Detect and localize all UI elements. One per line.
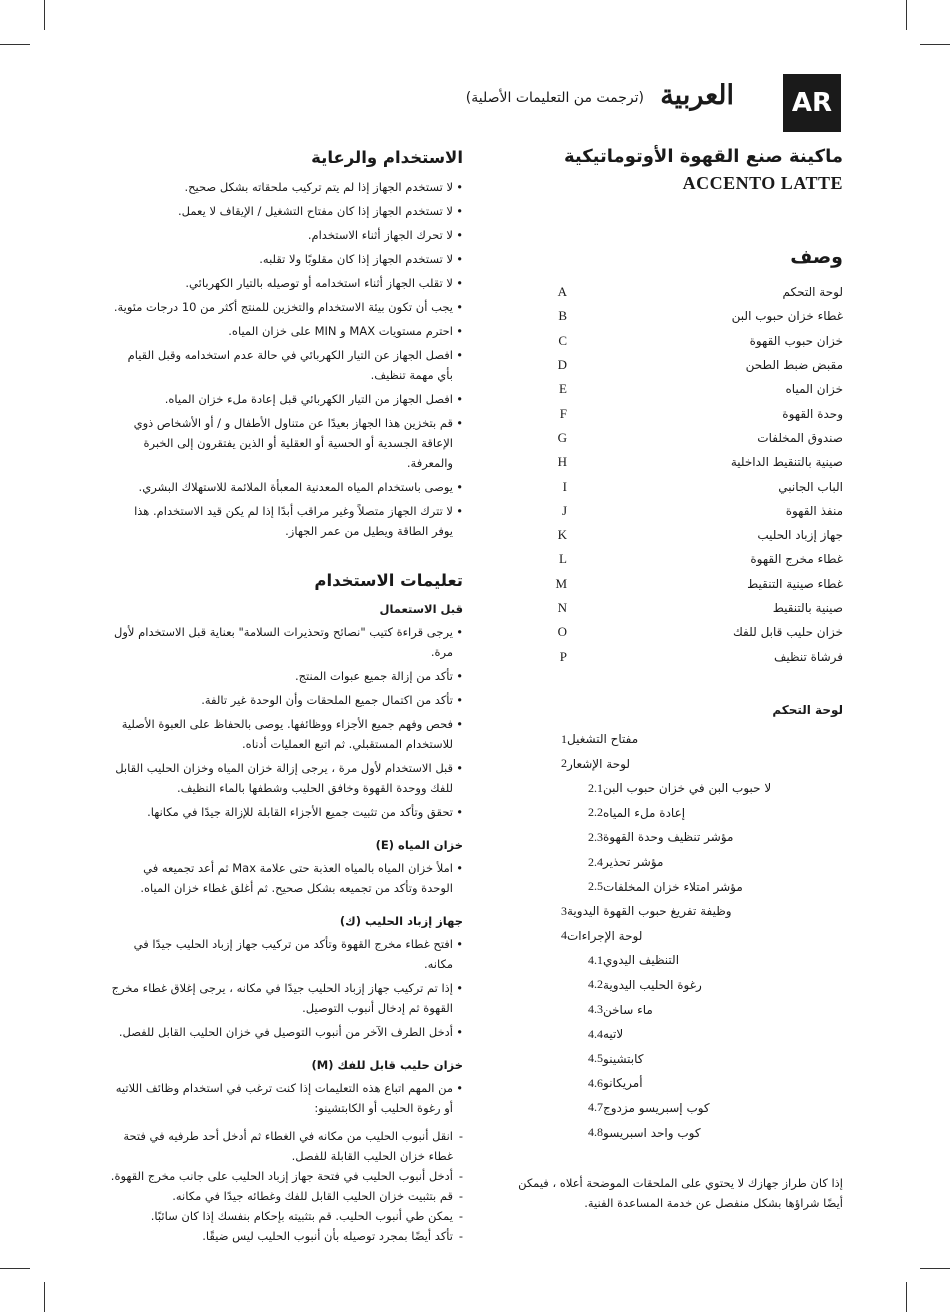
item-label: ماء ساخن bbox=[603, 1002, 653, 1017]
control-item bbox=[505, 1022, 843, 1047]
control-item bbox=[505, 850, 843, 875]
description-item bbox=[505, 450, 843, 474]
item-letter: H bbox=[557, 454, 567, 470]
use-care-item: • افصل الجهاز عن التيار الكهربائي في حالة عدم استخدامه وقبل القيام بأي مهمة تنظيف. bbox=[110, 345, 463, 385]
description-item bbox=[505, 620, 843, 644]
item-letter: P bbox=[559, 648, 567, 664]
item-label: كابتشينو bbox=[603, 1051, 644, 1066]
milk-tank-heading: خزان حليب قابل للفك (M) bbox=[311, 1058, 463, 1072]
description-item bbox=[505, 523, 843, 547]
description-item bbox=[505, 353, 843, 377]
crop-mark bbox=[906, 1282, 907, 1312]
control-item bbox=[505, 801, 843, 826]
control-item bbox=[505, 727, 843, 752]
item-letter: O bbox=[557, 624, 567, 640]
left-column bbox=[110, 148, 463, 1246]
crop-mark bbox=[920, 1268, 950, 1269]
milk-steps-list bbox=[110, 1126, 463, 1246]
item-label: لوحة الإشعار bbox=[567, 756, 630, 771]
item-number: 4 bbox=[561, 928, 567, 943]
item-subnumber: 2.1 bbox=[588, 780, 603, 795]
milk-frother-item: • إذا تم تركيب جهاز إزباد الحليب جيدًا في مكانه ، يرجى إغلاق غطاء مخرج القهوة ثم إدخال أنبوب التوصيل. bbox=[110, 978, 463, 1018]
item-letter: C bbox=[558, 332, 567, 348]
description-item bbox=[505, 572, 843, 596]
item-letter: K bbox=[557, 527, 567, 543]
item-label: مؤشر تنظيف وحدة القهوة bbox=[603, 830, 734, 845]
use-care-item: • لا تقلب الجهاز أثناء استخدامه أو توصيله بالتيار الكهربائي. bbox=[110, 273, 463, 293]
control-item bbox=[505, 751, 843, 776]
item-subnumber: 4.5 bbox=[588, 1051, 603, 1066]
water-tank-item: • املأ خزان المياه بالمياه العذبة حتى علامة Max ثم أعد تجميعه في الوحدة وتأكد من تجميعه بشكل صحيح. ثم أغلق غطاء خزان المياه. bbox=[110, 858, 463, 898]
item-label: وظيفة تفريغ حبوب القهوة اليدوية bbox=[567, 904, 732, 919]
item-label: مقبض ضبط الطحن bbox=[745, 358, 843, 373]
description-item bbox=[505, 377, 843, 401]
item-subnumber: 2.3 bbox=[588, 829, 603, 844]
before-use-item: • فحص وفهم جميع الأجزاء ووظائفها. يوصى بالحفاظ على العبوة الأصلية للاستخدام المستقبلي. ثم اتبع العمليات أدناه. bbox=[110, 714, 463, 754]
item-number: 1 bbox=[561, 731, 567, 746]
crop-mark bbox=[0, 44, 30, 45]
item-label: صندوق المخلفات bbox=[757, 430, 843, 445]
control-item bbox=[505, 1046, 843, 1071]
item-letter: M bbox=[555, 575, 567, 591]
item-letter: D bbox=[557, 357, 567, 373]
control-item bbox=[505, 973, 843, 998]
item-label: مؤشر تحذير bbox=[603, 855, 664, 870]
milk-frother-item: • أدخل الطرف الآخر من أنبوب التوصيل في خزان الحليب القابل للفصل. bbox=[110, 1022, 463, 1042]
crop-mark bbox=[906, 0, 907, 30]
item-label: جهاز إزباد الحليب bbox=[757, 528, 843, 543]
before-use-list bbox=[110, 622, 463, 822]
item-label: غطاء مخرج القهوة bbox=[750, 552, 843, 567]
use-care-item: • لا تستخدم الجهاز إذا كان مقلوبًا ولا تقلبه. bbox=[110, 249, 463, 269]
description-item bbox=[505, 401, 843, 425]
control-item bbox=[505, 874, 843, 899]
item-label: خزان حبوب القهوة bbox=[749, 333, 843, 348]
description-item bbox=[505, 596, 843, 620]
item-subnumber: 2.4 bbox=[588, 854, 603, 869]
item-label: كوب واحد اسبريسو bbox=[603, 1125, 701, 1140]
item-label: الباب الجانبي bbox=[778, 479, 843, 494]
description-heading: وصف bbox=[790, 246, 843, 268]
item-label: خزان المياه bbox=[785, 382, 843, 397]
description-item bbox=[505, 304, 843, 328]
item-label: صينية بالتنقيط bbox=[772, 601, 843, 615]
milk-frother-item: • افتح غطاء مخرج القهوة وتأكد من تركيب جهاز إزباد الحليب جيدًا في مكانه. bbox=[110, 934, 463, 974]
item-letter: B bbox=[558, 308, 567, 324]
description-list bbox=[505, 280, 843, 669]
item-label: لوحة التحكم bbox=[782, 285, 843, 300]
control-panel-list bbox=[505, 727, 843, 1145]
right-column bbox=[505, 146, 843, 1213]
item-label: مؤشر امتلاء خزان المخلفات bbox=[603, 879, 743, 894]
crop-mark bbox=[44, 1282, 45, 1312]
before-use-item: • تحقق وتأكد من تثبيت جميع الأجزاء القابلة للإزالة جيدًا في مكانها. bbox=[110, 802, 463, 822]
item-subnumber: 4.6 bbox=[588, 1075, 603, 1090]
item-number: 2 bbox=[561, 756, 567, 771]
item-label: فرشاة تنظيف bbox=[773, 649, 843, 664]
item-subnumber: 2.5 bbox=[588, 879, 603, 894]
instructions-heading: تعليمات الاستخدام bbox=[314, 571, 463, 590]
item-letter: N bbox=[557, 600, 567, 615]
item-label: غطاء صينية التنقيط bbox=[747, 576, 843, 591]
description-item bbox=[505, 280, 843, 304]
use-care-item: • لا تستخدم الجهاز إذا لم يتم تركيب ملحقاته بشكل صحيح. bbox=[110, 177, 463, 197]
control-item bbox=[505, 825, 843, 850]
use-care-item: • قم بتخزين هذا الجهاز بعيدًا عن متناول الأطفال و / أو الأشخاص ذوي الإعاقة الجسدية أو الحسية أو العقلية أو الذين يفتقرون إلى الخبرة والمعرفة. bbox=[110, 413, 463, 473]
accessories-note: إذا كان طراز جهازك لا يحتوي على الملحقات الموضحة أعلاه ، فيمكن أيضًا شراؤها بشكل منفصل عن خدمة المساعدة الفنية. bbox=[518, 1175, 843, 1210]
water-tank-list bbox=[110, 858, 463, 898]
use-care-heading: الاستخدام والرعاية bbox=[311, 148, 463, 167]
item-label: منفذ القهوة bbox=[785, 503, 843, 518]
item-number: 3 bbox=[561, 903, 567, 918]
milk-step-item: - قم بتثبيت خزان الحليب القابل للفك وغطائه جيدًا في مكانه. bbox=[110, 1186, 463, 1206]
item-subnumber: 4.1 bbox=[588, 952, 603, 967]
before-use-item: • قبل الاستخدام لأول مرة ، يرجى إزالة خزان المياه وخزان الحليب القابل للفك ووحدة القهوة وخافق الحليب وشطفها بالماء النظيف. bbox=[110, 758, 463, 798]
item-label: كوب إسبريسو مزدوج bbox=[603, 1100, 710, 1115]
language-subtitle: (ترجمت من التعليمات الأصلية) bbox=[465, 90, 644, 106]
use-care-item: • لا تترك الجهاز متصلاً وغير مراقب أبدًا إذا لم يكن قيد الاستخدام. هذا يوفر الطاقة ويطيل من عمر الجهاز. bbox=[110, 501, 463, 541]
before-use-item: • تأكد من إزالة جميع عبوات المنتج. bbox=[110, 666, 463, 686]
language-badge: AR bbox=[783, 74, 841, 132]
item-label: مفتاح التشغيل bbox=[567, 732, 639, 747]
use-care-item: • لا تستخدم الجهاز إذا كان مفتاح التشغيل / الإيقاف لا يعمل. bbox=[110, 201, 463, 221]
control-item bbox=[505, 997, 843, 1022]
product-model: ACCENTO LATTE bbox=[682, 173, 843, 193]
use-care-item: • احترم مستويات MAX و MIN على خزان المياه. bbox=[110, 321, 463, 341]
item-letter: J bbox=[561, 502, 567, 518]
description-item bbox=[505, 499, 843, 523]
use-care-item: • لا تحرك الجهاز أثناء الاستخدام. bbox=[110, 225, 463, 245]
item-label: لا حبوب البن في خزان حبوب البن bbox=[603, 781, 772, 796]
item-subnumber: 4.8 bbox=[588, 1125, 603, 1140]
item-label: التنظيف اليدوي bbox=[603, 953, 680, 968]
item-subnumber: 4.7 bbox=[588, 1100, 603, 1115]
control-panel-heading: لوحة التحكم bbox=[772, 702, 843, 717]
description-item bbox=[505, 329, 843, 353]
control-item bbox=[505, 924, 843, 949]
control-item bbox=[505, 776, 843, 801]
milk-step-item: - انقل أنبوب الحليب من مكانه في الغطاء ثم أدخل أحد طرفيه في فتحة غطاء خزان الحليب القابلة للفصل. bbox=[110, 1126, 463, 1166]
milk-step-item: - تأكد أيضًا بمجرد توصيله بأن أنبوب الحليب ليس ضيقًا. bbox=[110, 1226, 463, 1246]
milk-frother-heading: جهاز إزباد الحليب (ك) bbox=[339, 914, 463, 928]
item-label: رغوة الحليب اليدوية bbox=[603, 977, 702, 992]
description-item bbox=[505, 426, 843, 450]
control-item bbox=[505, 1071, 843, 1096]
item-label: لاتيه bbox=[603, 1027, 624, 1042]
item-letter: A bbox=[557, 284, 567, 300]
item-subnumber: 2.2 bbox=[588, 805, 603, 820]
item-letter: I bbox=[562, 478, 567, 494]
crop-mark bbox=[920, 44, 950, 45]
item-label: خزان حليب قابل للفك bbox=[732, 625, 843, 640]
before-use-item: • يرجى قراءة كتيب "نصائح وتحذيرات السلامة" بعناية قبل الاستخدام لأول مرة. bbox=[110, 622, 463, 662]
control-item bbox=[505, 948, 843, 973]
milk-tank-item: • من المهم اتباع هذه التعليمات إذا كنت ترغب في استخدام وظائف اللاتيه أو رغوة الحليب أو الكابتشينو: bbox=[110, 1078, 463, 1118]
use-care-item: • يوصى باستخدام المياه المعدنية المعبأة الملائمة للاستهلاك البشري. bbox=[110, 477, 463, 497]
crop-mark bbox=[44, 0, 45, 30]
product-title: ماكينة صنع القهوة الأوتوماتيكية bbox=[563, 146, 843, 167]
item-subnumber: 4.4 bbox=[588, 1026, 603, 1041]
item-label: لوحة الإجراءات bbox=[567, 928, 643, 943]
item-label: وحدة القهوة bbox=[782, 406, 843, 421]
use-care-item: • يجب أن تكون بيئة الاستخدام والتخزين للمنتج أكثر من 10 درجات مئوية. bbox=[110, 297, 463, 317]
crop-mark bbox=[0, 1268, 30, 1269]
control-item bbox=[505, 899, 843, 924]
item-label: إعادة ملء المياه bbox=[603, 805, 686, 820]
description-item bbox=[505, 547, 843, 571]
item-subnumber: 4.2 bbox=[588, 977, 603, 992]
item-letter: L bbox=[559, 551, 567, 567]
description-item bbox=[505, 474, 843, 498]
item-letter: F bbox=[559, 405, 567, 421]
water-tank-heading: خزان المياه (E) bbox=[375, 838, 463, 852]
item-label: أمريكانو bbox=[603, 1076, 643, 1091]
before-use-item: • تأكد من اكتمال جميع الملحقات وأن الوحدة غير تالفة. bbox=[110, 690, 463, 710]
item-label: غطاء خزان حبوب البن bbox=[731, 309, 843, 324]
item-label: صينية بالتنقيط الداخلية bbox=[730, 455, 843, 470]
language-title: العربية bbox=[660, 80, 734, 111]
milk-step-item: - يمكن طي أنبوب الحليب. قم بتثبيته بإحكام بنفسك إذا كان سائبًا. bbox=[110, 1206, 463, 1226]
description-item bbox=[505, 644, 843, 668]
milk-step-item: - أدخل أنبوب الحليب في فتحة جهاز إزباد الحليب على جانب مخرج القهوة. bbox=[110, 1166, 463, 1186]
milk-tank-list bbox=[110, 1078, 463, 1118]
control-item bbox=[505, 1096, 843, 1121]
control-item bbox=[505, 1120, 843, 1145]
use-care-list bbox=[110, 177, 463, 541]
item-letter: E bbox=[559, 381, 567, 397]
milk-frother-list bbox=[110, 934, 463, 1042]
use-care-item: • افصل الجهاز من التيار الكهربائي قبل إعادة ملء خزان المياه. bbox=[110, 389, 463, 409]
item-subnumber: 4.3 bbox=[588, 1002, 603, 1017]
item-letter: G bbox=[557, 429, 567, 445]
before-use-heading: قبل الاستعمال bbox=[379, 602, 463, 616]
